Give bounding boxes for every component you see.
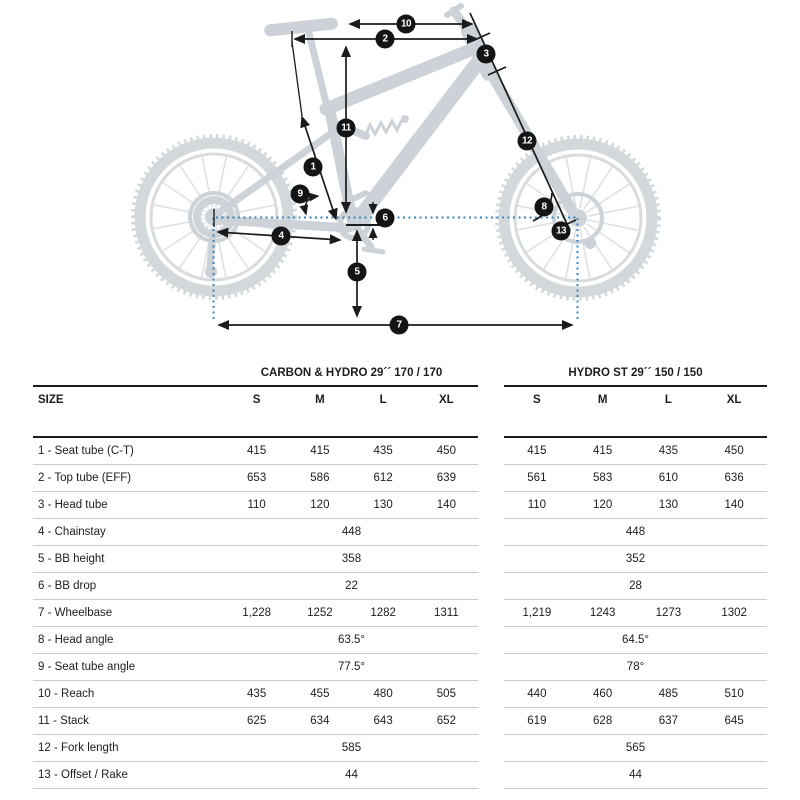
table-row [33, 627, 478, 654]
table-left-body [33, 438, 478, 789]
table-row [504, 573, 767, 600]
value-cell: 1,219 [522, 607, 552, 619]
value-span: 352 [625, 553, 646, 565]
value-cell: 610 [658, 472, 678, 484]
table-row [504, 708, 767, 735]
bike-diagram-svg [0, 0, 800, 350]
value-cell: 450 [724, 445, 744, 457]
col-header-m: M [597, 394, 608, 406]
value-span: 44 [345, 769, 358, 781]
row-label: 13 - Offset / Rake [38, 769, 128, 781]
value-cell: 1311 [434, 607, 459, 619]
value-cell: 435 [373, 445, 393, 457]
value-span: 358 [341, 553, 362, 565]
bike-silhouette [133, 6, 659, 299]
table-row [504, 438, 767, 465]
value-cell: 643 [373, 715, 393, 727]
table-row [33, 681, 478, 708]
measurement-marker-3: 3 [477, 45, 496, 64]
value-span: 78° [626, 661, 645, 673]
table-row [33, 735, 478, 762]
seat-axis-extension [292, 42, 302, 116]
value-cell: 415 [593, 445, 613, 457]
value-cell: 505 [436, 688, 456, 700]
geometry-table-hydro-st [504, 361, 767, 789]
measurement-marker-2: 2 [376, 30, 395, 49]
measurement-marker-1: 1 [304, 158, 323, 177]
table-row [504, 627, 767, 654]
column-header-row-left [33, 387, 478, 438]
value-cell: 485 [658, 688, 678, 700]
table-row [504, 546, 767, 573]
value-span: 77.5° [338, 661, 365, 673]
value-cell: 1302 [721, 607, 747, 619]
value-cell: 440 [527, 688, 547, 700]
value-cell: 1282 [370, 607, 396, 619]
value-cell: 510 [724, 688, 744, 700]
measurement-marker-8: 8 [535, 198, 554, 217]
table-row [33, 465, 478, 492]
table-row [504, 654, 767, 681]
seatpost [309, 33, 328, 111]
measurement-marker-13: 13 [552, 222, 571, 241]
value-cell: 639 [436, 472, 456, 484]
value-cell: 120 [310, 499, 330, 511]
value-span: 63.5° [338, 634, 365, 646]
group-title: HYDRO ST 29´´ 150 / 150 [568, 367, 703, 379]
value-cell: 619 [527, 715, 547, 727]
col-header-s: S [533, 394, 541, 406]
table-row [504, 465, 767, 492]
row-label: 5 - BB height [38, 553, 105, 565]
table-row [504, 600, 767, 627]
table-row [504, 681, 767, 708]
value-cell: 628 [593, 715, 613, 727]
value-span: 448 [625, 526, 646, 538]
row-label: 8 - Head angle [38, 634, 114, 646]
value-cell: 1252 [307, 607, 333, 619]
table-right-body [504, 438, 767, 789]
frame [217, 6, 576, 252]
pedal [364, 249, 383, 252]
table-row [33, 708, 478, 735]
value-cell: 636 [724, 472, 744, 484]
size-header: SIZE [38, 394, 64, 406]
brake-caliper [584, 237, 596, 249]
table-row [33, 438, 478, 465]
value-cell: 110 [527, 499, 547, 511]
row-label: 7 - Wheelbase [38, 607, 113, 619]
value-cell: 652 [436, 715, 456, 727]
col-header-xl: XL [439, 394, 454, 406]
group-header-left [33, 361, 478, 387]
row-label: 1 - Seat tube (C-T) [38, 445, 134, 457]
group-header-right [504, 361, 767, 387]
measurement-marker-9: 9 [291, 185, 310, 204]
table-row [504, 492, 767, 519]
value-cell: 1243 [589, 607, 616, 619]
value-span: 64.5° [622, 634, 649, 646]
value-span: 44 [629, 769, 642, 781]
geometry-table-carbon-hydro [33, 361, 478, 789]
table-row [33, 573, 478, 600]
value-cell: 435 [658, 445, 678, 457]
table-row [33, 762, 478, 789]
value-cell: 583 [593, 472, 613, 484]
row-label: 3 - Head tube [38, 499, 108, 511]
column-header-row-right [504, 387, 767, 438]
value-cell: 120 [593, 499, 613, 511]
value-cell: 140 [724, 499, 744, 511]
value-span: 585 [341, 742, 362, 754]
value-cell: 653 [247, 472, 267, 484]
row-label: 12 - Fork length [38, 742, 119, 754]
value-span: 22 [345, 580, 358, 592]
value-span: 565 [625, 742, 646, 754]
value-cell: 415 [310, 445, 330, 457]
value-cell: 1273 [655, 607, 682, 619]
value-cell: 450 [436, 445, 456, 457]
shock-eye [401, 115, 409, 123]
col-header-s: S [252, 394, 261, 406]
row-label: 11 - Stack [38, 715, 89, 727]
value-cell: 561 [527, 472, 547, 484]
table-row [33, 600, 478, 627]
measurement-marker-6: 6 [376, 209, 395, 228]
shock-coil [365, 120, 402, 136]
value-cell: 455 [310, 688, 330, 700]
saddle [264, 17, 339, 37]
row-label: 2 - Top tube (EFF) [38, 472, 132, 484]
value-cell: 435 [247, 688, 267, 700]
col-header-l: L [664, 394, 672, 406]
stem [454, 11, 467, 29]
measurement-marker-4: 4 [272, 227, 291, 246]
value-cell: 645 [724, 715, 744, 727]
table-row [504, 519, 767, 546]
measurement-marker-11: 11 [337, 119, 356, 138]
value-cell: 634 [310, 715, 330, 727]
col-header-m: M [315, 394, 325, 406]
table-row [504, 762, 767, 789]
value-cell: 415 [527, 445, 547, 457]
value-cell: 130 [658, 499, 678, 511]
value-cell: 612 [373, 472, 393, 484]
bike-geometry-diagram [0, 0, 800, 350]
value-span: 448 [341, 526, 362, 538]
group-title: CARBON & HYDRO 29´´ 170 / 170 [260, 367, 443, 379]
measurement-marker-12: 12 [518, 132, 537, 151]
value-cell: 130 [373, 499, 393, 511]
table-row [33, 519, 478, 546]
table-row [33, 546, 478, 573]
value-cell: 1,228 [242, 607, 272, 619]
measurement-marker-5: 5 [348, 263, 367, 282]
measurement-marker-7: 7 [390, 316, 409, 335]
row-label: 10 - Reach [38, 688, 95, 700]
row-label: 9 - Seat tube angle [38, 661, 136, 673]
col-header-xl: XL [726, 394, 742, 406]
row-label: 6 - BB drop [38, 580, 97, 592]
table-row [33, 654, 478, 681]
measurement-marker-10: 10 [397, 15, 416, 34]
value-cell: 140 [436, 499, 456, 511]
value-cell: 415 [247, 445, 267, 457]
value-cell: 625 [247, 715, 267, 727]
value-span: 28 [629, 580, 642, 592]
value-cell: 637 [658, 715, 678, 727]
value-cell: 480 [373, 688, 393, 700]
value-cell: 110 [247, 499, 266, 511]
col-header-l: L [379, 394, 387, 406]
value-cell: 586 [310, 472, 330, 484]
value-cell: 460 [593, 688, 613, 700]
table-row [33, 492, 478, 519]
table-row [504, 735, 767, 762]
row-label: 4 - Chainstay [38, 526, 106, 538]
